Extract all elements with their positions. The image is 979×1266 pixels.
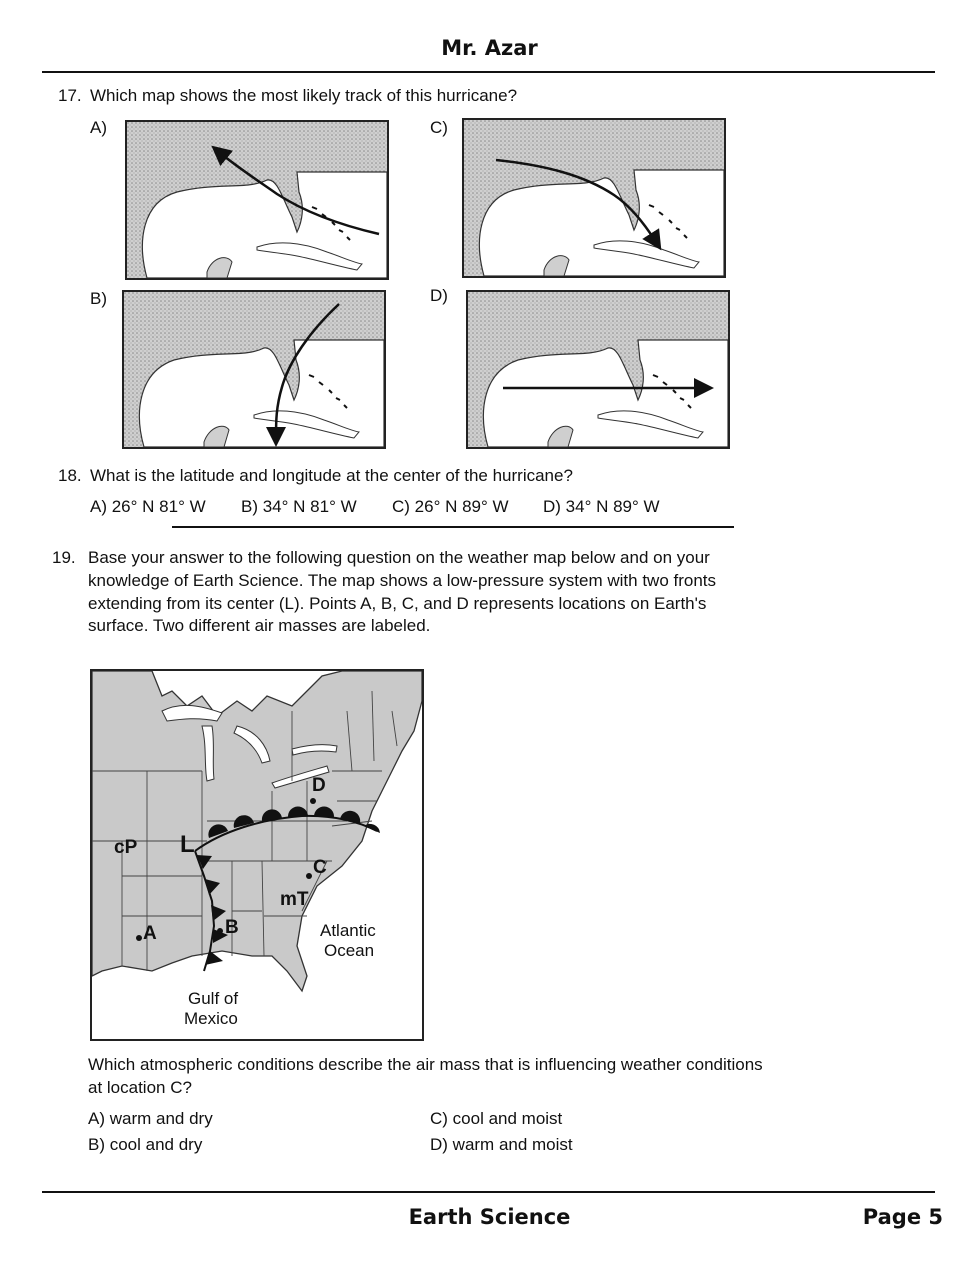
q18-choice-d[interactable]: D) 34° N 89° W [543, 497, 660, 516]
footer-subject: Earth Science [408, 1205, 571, 1229]
question-19-number: 19. [52, 548, 76, 567]
q17-option-d-label: D) [430, 286, 448, 305]
question-18-text: What is the latitude and longitude at the center of the hurricane? [90, 466, 573, 485]
footer-page-number: Page 5 [862, 1205, 943, 1229]
q18-choice-a[interactable]: A) 26° N 81° W [90, 497, 206, 516]
question-19-prompt-line-2: at location C? [88, 1078, 192, 1097]
q19-choice-d[interactable]: D) warm and moist [430, 1135, 573, 1154]
section-divider [172, 526, 734, 528]
mt-air-mass-label: mT [280, 889, 309, 910]
question-18-number: 18. [58, 466, 82, 485]
gulf-label-line-1: Gulf of [188, 989, 239, 1008]
weather-map [90, 669, 424, 1041]
q18-choice-b[interactable]: B) 34° N 81° W [241, 497, 357, 516]
question-19-intro-line-1: Base your answer to the following question on the weather map below and on your [88, 548, 710, 567]
point-d-label: D [312, 775, 326, 796]
header-divider [42, 71, 935, 73]
cp-air-mass-label: cP [114, 837, 138, 858]
question-17-number: 17. [58, 86, 82, 105]
q18-choice-c[interactable]: C) 26° N 89° W [392, 497, 509, 516]
q19-choice-b[interactable]: B) cool and dry [88, 1135, 203, 1154]
q17-option-c-label: C) [430, 118, 448, 137]
page-header-title: Mr. Azar [441, 36, 538, 60]
hurricane-map-b [122, 290, 386, 449]
point-c-label: C [313, 857, 327, 878]
low-pressure-label: L [180, 831, 195, 858]
hurricane-map-a [125, 120, 389, 280]
q19-choice-c[interactable]: C) cool and moist [430, 1109, 563, 1128]
gulf-label-line-2: Mexico [184, 1009, 238, 1028]
point-b-label: B [225, 917, 239, 938]
footer-divider [42, 1191, 935, 1193]
q19-choice-a[interactable]: A) warm and dry [88, 1109, 213, 1128]
point-a-label: A [143, 923, 157, 944]
question-19-intro-line-3: extending from its center (L). Points A, B, C, and D represents locations on Earth's [88, 594, 707, 613]
hurricane-map-d [466, 290, 730, 449]
q17-option-b-label: B) [90, 289, 107, 308]
question-19-intro-line-2: knowledge of Earth Science. The map shows a low-pressure system with two fronts [88, 571, 717, 590]
q17-option-a-label: A) [90, 118, 107, 137]
question-19-intro-line-4: surface. Two different air masses are labeled. [88, 616, 431, 635]
hurricane-map-c [462, 118, 726, 278]
atlantic-label-line-1: Atlantic [320, 921, 376, 940]
question-19-prompt-line-1: Which atmospheric conditions describe the air mass that is influencing weather conditions [88, 1055, 763, 1074]
question-17-text: Which map shows the most likely track of this hurricane? [90, 86, 518, 105]
atlantic-label-line-2: Ocean [324, 941, 375, 960]
